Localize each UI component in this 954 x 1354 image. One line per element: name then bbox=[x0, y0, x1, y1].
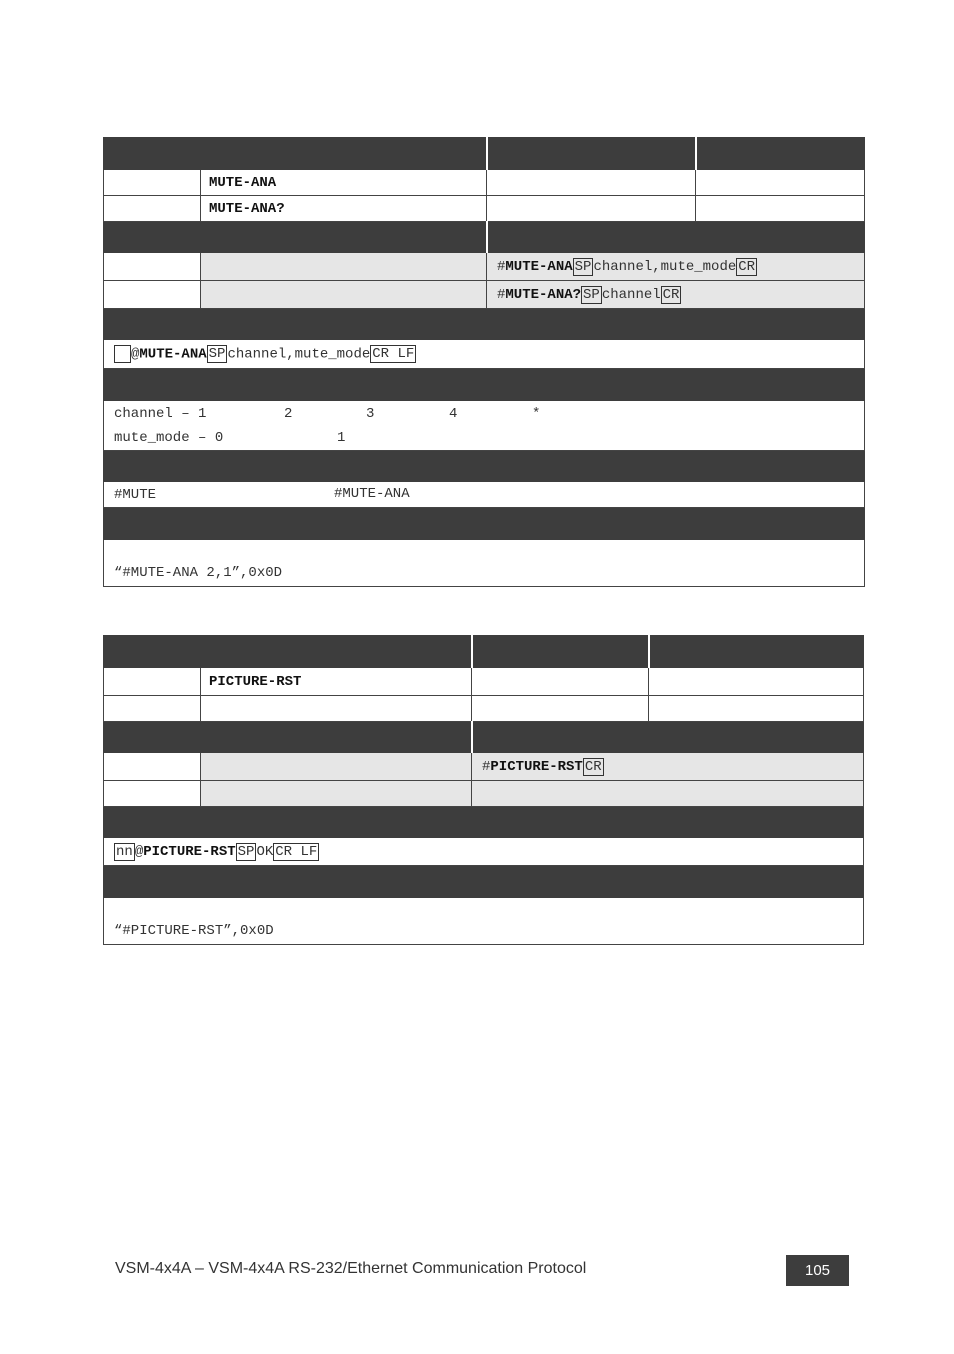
related-cell bbox=[104, 482, 865, 508]
mute-mode-value-1: 1 bbox=[337, 429, 346, 446]
related-row bbox=[104, 482, 865, 508]
get-description bbox=[201, 281, 487, 309]
permission-header bbox=[487, 138, 696, 170]
syntax-header-row bbox=[104, 722, 864, 753]
related-header-row bbox=[104, 451, 865, 482]
nn-token: nn bbox=[116, 843, 133, 860]
get-command-row bbox=[104, 196, 865, 222]
transparency-header bbox=[696, 138, 865, 170]
related-command-mute: #MUTE bbox=[114, 486, 157, 503]
example-row bbox=[104, 540, 865, 587]
response-row bbox=[104, 340, 865, 369]
set-permission-cell bbox=[487, 170, 696, 196]
get-transparency-cell bbox=[696, 196, 865, 222]
crlf-token: CR LF bbox=[372, 346, 415, 363]
response-header bbox=[104, 309, 865, 340]
parameters-cell bbox=[104, 401, 865, 451]
example-header bbox=[104, 866, 864, 898]
set-syntax-label bbox=[104, 253, 201, 281]
set-command-name: MUTE-ANA bbox=[201, 170, 487, 196]
get-syntax-row bbox=[104, 281, 865, 309]
example-cell: “#MUTE-ANA 2,1”,0x0D bbox=[104, 540, 865, 587]
sp-token: SP bbox=[583, 286, 600, 303]
permission-header bbox=[472, 636, 649, 668]
crlf-token: CR LF bbox=[275, 843, 318, 860]
set-command-row bbox=[104, 170, 865, 196]
sp-token: SP bbox=[574, 258, 592, 275]
get-command-name bbox=[201, 696, 472, 722]
parameters-row bbox=[104, 401, 865, 451]
set-syntax-row bbox=[104, 753, 864, 781]
related-command-mute-ana: #MUTE-ANA bbox=[334, 486, 410, 502]
response-syntax bbox=[104, 838, 864, 866]
set-label-cell bbox=[104, 668, 201, 696]
response-command: PICTURE-RST bbox=[143, 843, 236, 860]
sp-token: SP bbox=[208, 346, 226, 363]
set-syntax bbox=[472, 753, 864, 781]
description-header bbox=[104, 722, 472, 753]
cr-token: CR bbox=[738, 258, 756, 275]
footer-title: VSM-4x4A – VSM-4x4A RS-232/Ethernet Communication Protocol bbox=[115, 1260, 587, 1277]
channel-label: channel – 1 bbox=[114, 405, 207, 422]
get-transparency-cell bbox=[649, 696, 864, 722]
response-header-row bbox=[104, 309, 865, 340]
get-permission-cell bbox=[472, 696, 649, 722]
set-syntax-row bbox=[104, 253, 865, 281]
channel-value-3: 3 bbox=[366, 405, 375, 422]
response-header bbox=[104, 807, 864, 838]
syntax-command: MUTE-ANA bbox=[505, 258, 573, 275]
parameters-header bbox=[104, 369, 865, 401]
syntax-header-row bbox=[104, 222, 865, 253]
set-command-name: PICTURE-RST bbox=[201, 668, 472, 696]
syntax-command: PICTURE-RST bbox=[490, 758, 583, 775]
id-placeholder-box bbox=[114, 345, 131, 363]
channel-value-2: 2 bbox=[284, 405, 293, 422]
cr-token: CR bbox=[584, 758, 602, 775]
response-prefix: @ bbox=[131, 346, 140, 363]
set-description bbox=[201, 253, 487, 281]
example-row bbox=[104, 898, 864, 945]
example-header-row bbox=[104, 866, 864, 898]
transparency-header bbox=[649, 636, 864, 668]
example-header-row bbox=[104, 508, 865, 540]
syntax-header bbox=[472, 722, 864, 753]
get-label-cell bbox=[104, 196, 201, 222]
description-header bbox=[104, 222, 487, 253]
picture-rst-command-table bbox=[103, 635, 864, 945]
set-label-cell bbox=[104, 170, 201, 196]
set-permission-cell bbox=[472, 668, 649, 696]
set-description bbox=[201, 753, 472, 781]
function-header bbox=[104, 138, 487, 170]
get-syntax-label bbox=[104, 781, 201, 807]
get-syntax-row bbox=[104, 781, 864, 807]
response-syntax bbox=[104, 340, 865, 369]
get-syntax bbox=[472, 781, 864, 807]
syntax-params: channel,mute_mode bbox=[593, 258, 737, 275]
get-description bbox=[201, 781, 472, 807]
syntax-params: channel bbox=[601, 286, 661, 303]
get-command-name: MUTE-ANA? bbox=[201, 196, 487, 222]
mute-mode-label: mute_mode – 0 bbox=[114, 429, 224, 446]
channel-value-4: 4 bbox=[449, 405, 458, 422]
example-header bbox=[104, 508, 865, 540]
mute-mode-param-line bbox=[114, 426, 864, 450]
function-header bbox=[104, 636, 472, 668]
get-syntax-label bbox=[104, 281, 201, 309]
response-header-row bbox=[104, 807, 864, 838]
set-transparency-cell bbox=[649, 668, 864, 696]
mute-ana-command-table bbox=[103, 137, 865, 587]
set-syntax-label bbox=[104, 753, 201, 781]
ok-token: OK bbox=[256, 843, 274, 860]
get-command-row bbox=[104, 696, 864, 722]
channel-value-all: * bbox=[532, 405, 541, 422]
response-command: MUTE-ANA bbox=[139, 346, 207, 363]
get-permission-cell bbox=[487, 196, 696, 222]
syntax-prefix: # bbox=[482, 758, 491, 775]
header-row bbox=[104, 138, 865, 170]
syntax-command: MUTE-ANA? bbox=[505, 286, 582, 303]
syntax-header bbox=[487, 222, 865, 253]
response-prefix: @ bbox=[134, 843, 144, 860]
get-syntax bbox=[487, 281, 865, 309]
parameters-header-row bbox=[104, 369, 865, 401]
related-header bbox=[104, 451, 865, 482]
get-label-cell bbox=[104, 696, 201, 722]
set-transparency-cell bbox=[696, 170, 865, 196]
set-command-row bbox=[104, 668, 864, 696]
channel-param-line bbox=[114, 402, 864, 426]
sp-token: SP bbox=[237, 843, 255, 860]
example-cell: “#PICTURE-RST”,0x0D bbox=[104, 898, 864, 945]
syntax-prefix: # bbox=[497, 258, 506, 275]
response-params: channel,mute_mode bbox=[227, 346, 371, 363]
syntax-prefix: # bbox=[497, 286, 506, 303]
cr-token: CR bbox=[662, 286, 680, 303]
page-number: 105 bbox=[786, 1255, 849, 1286]
response-row bbox=[104, 838, 864, 866]
set-syntax bbox=[487, 253, 865, 281]
header-row bbox=[104, 636, 864, 668]
